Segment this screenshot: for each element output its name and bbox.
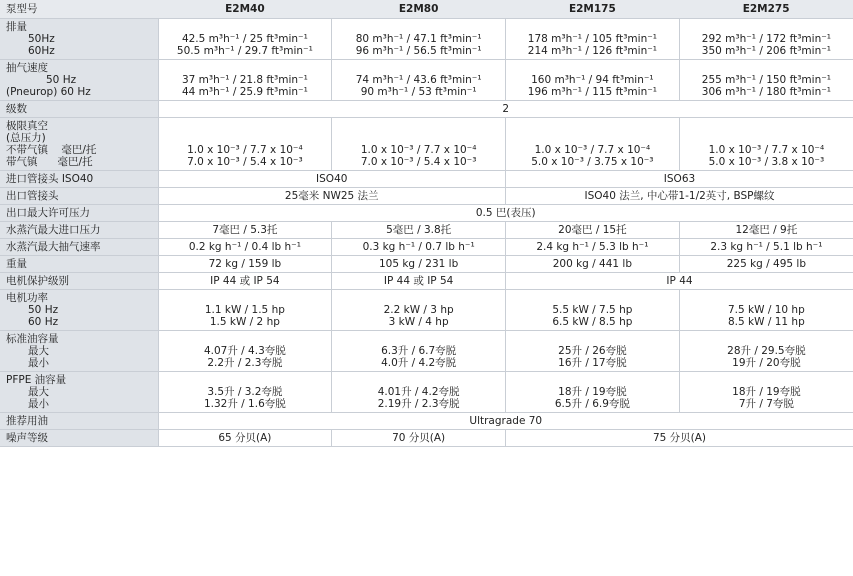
cell: ISO40 法兰, 中心带1-1/2英寸, BSP螺纹 <box>506 188 853 205</box>
value: 214 m³h⁻¹ / 126 ft³min⁻¹ <box>527 45 657 57</box>
sub-label: 不带气镇 毫巴/托 <box>6 144 97 156</box>
row-title: 抽气速度 <box>6 62 48 74</box>
value: 6.3升 / 6.7夸脱 <box>381 345 457 357</box>
model-e2m80: E2M80 <box>332 0 506 19</box>
row-label: 进口管接头 ISO40 <box>0 171 158 188</box>
value: 7.5 kW / 10 hp <box>728 304 805 316</box>
value: 18升 / 19夸脱 <box>558 386 627 398</box>
sub-label: 最大 <box>28 386 49 398</box>
stages-row <box>0 101 853 118</box>
value: 5.0 x 10⁻³ / 3.75 x 10⁻³ <box>531 156 654 168</box>
ultimate-vacuum-row <box>0 118 853 171</box>
cell: 2.3 kg h⁻¹ / 5.1 lb h⁻¹ <box>679 239 853 256</box>
cell <box>679 19 853 60</box>
cell: 72 kg / 159 lb <box>158 256 332 273</box>
value: 42.5 m³h⁻¹ / 25 ft³min⁻¹ <box>181 33 308 45</box>
cell <box>679 290 853 331</box>
row-title: PFPE 油容量 <box>6 374 67 386</box>
sub-label: 带气镇 毫巴/托 <box>6 156 93 168</box>
cell <box>506 19 680 60</box>
cell: 2 <box>158 101 853 118</box>
cell: 20毫巴 / 15托 <box>506 222 680 239</box>
row-title: 极限真空 <box>6 120 48 132</box>
value: 178 m³h⁻¹ / 105 ft³min⁻¹ <box>527 33 657 45</box>
row-title: 排量 <box>6 21 27 33</box>
value: 19升 / 20夸脱 <box>732 357 801 369</box>
cell: 5毫巴 / 3.8托 <box>332 222 506 239</box>
cell: ISO40 <box>158 171 506 188</box>
value: 1.0 x 10⁻³ / 7.7 x 10⁻⁴ <box>708 144 825 156</box>
cell: IP 44 或 IP 54 <box>332 273 506 290</box>
header-label: 泵型号 <box>0 0 158 19</box>
cell: 70 分贝(A) <box>332 430 506 447</box>
cell: 25毫米 NW25 法兰 <box>158 188 506 205</box>
row-label: 水蒸汽最大抽气速率 <box>0 239 158 256</box>
value: 4.0升 / 4.2夸脱 <box>381 357 457 369</box>
outlet-pressure-row <box>0 205 853 222</box>
row-title: (总压力) <box>6 132 46 144</box>
value: 90 m³h⁻¹ / 53 ft³min⁻¹ <box>360 86 477 98</box>
value: 4.01升 / 4.2夸脱 <box>377 386 460 398</box>
weight-row <box>0 256 853 273</box>
cell <box>332 19 506 60</box>
cell: 0.3 kg h⁻¹ / 0.7 lb h⁻¹ <box>332 239 506 256</box>
sub-label: 最大 <box>28 345 49 357</box>
cell <box>679 372 853 413</box>
cell <box>332 60 506 101</box>
cell: 0.5 巴(表压) <box>158 205 853 222</box>
cell <box>158 372 332 413</box>
cell: 75 分贝(A) <box>506 430 853 447</box>
cell: 65 分贝(A) <box>158 430 332 447</box>
value: 8.5 kW / 11 hp <box>728 316 805 328</box>
value: 80 m³h⁻¹ / 47.1 ft³min⁻¹ <box>355 33 482 45</box>
value: 7升 / 7夸脱 <box>738 398 794 410</box>
value: 2.2 kW / 3 hp <box>383 304 454 316</box>
row-label: 推荐用油 <box>0 413 158 430</box>
row-label <box>0 60 158 101</box>
cell: 105 kg / 231 lb <box>332 256 506 273</box>
value: 6.5升 / 6.9夸脱 <box>554 398 630 410</box>
row-title: 电机功率 <box>6 292 48 304</box>
model-e2m40: E2M40 <box>158 0 332 19</box>
motor-power-row <box>0 290 853 331</box>
displacement-row <box>0 19 853 60</box>
cell: 200 kg / 441 lb <box>506 256 680 273</box>
cell <box>332 372 506 413</box>
row-label <box>0 19 158 60</box>
cell <box>158 331 332 372</box>
row-label: 电机保护级别 <box>0 273 158 290</box>
value: 96 m³h⁻¹ / 56.5 ft³min⁻¹ <box>355 45 482 57</box>
water-vapour-inlet-row <box>0 222 853 239</box>
value: 7.0 x 10⁻³ / 5.4 x 10⁻³ <box>187 156 303 168</box>
sub-label: 最小 <box>28 357 49 369</box>
model-e2m275: E2M275 <box>679 0 853 19</box>
row-label: 噪声等级 <box>0 430 158 447</box>
value: 1.32升 / 1.6夸脱 <box>203 398 286 410</box>
cell: 12毫巴 / 9托 <box>679 222 853 239</box>
cell <box>506 118 680 171</box>
cell <box>158 290 332 331</box>
cell <box>158 118 332 171</box>
value: 37 m³h⁻¹ / 21.8 ft³min⁻¹ <box>181 74 308 86</box>
cell <box>679 118 853 171</box>
cell <box>506 60 680 101</box>
value: 255 m³h⁻¹ / 150 ft³min⁻¹ <box>701 74 831 86</box>
protection-row <box>0 273 853 290</box>
sub-label: 50 Hz <box>46 74 77 86</box>
value: 25升 / 26夸脱 <box>558 345 627 357</box>
cell <box>158 60 332 101</box>
row-label: 级数 <box>0 101 158 118</box>
value: 4.07升 / 4.3夸脱 <box>203 345 286 357</box>
row-title: 标准油容量 <box>6 333 59 345</box>
value: 2.19升 / 2.3夸脱 <box>377 398 460 410</box>
value: 1.0 x 10⁻³ / 7.7 x 10⁻⁴ <box>534 144 651 156</box>
cell: IP 44 <box>506 273 853 290</box>
cell <box>506 331 680 372</box>
pumping-speed-row <box>0 60 853 101</box>
cell: 2.4 kg h⁻¹ / 5.3 lb h⁻¹ <box>506 239 680 256</box>
row-label: 重量 <box>0 256 158 273</box>
value: 18升 / 19夸脱 <box>732 386 801 398</box>
value: 196 m³h⁻¹ / 115 ft³min⁻¹ <box>527 86 657 98</box>
cell <box>332 118 506 171</box>
value: 1.0 x 10⁻³ / 7.7 x 10⁻⁴ <box>187 144 303 156</box>
sub-label: 50Hz <box>28 33 55 45</box>
value: 1.1 kW / 1.5 hp <box>204 304 285 316</box>
row-label <box>0 372 158 413</box>
std-oil-row <box>0 331 853 372</box>
value: 3.5升 / 3.2夸脱 <box>207 386 283 398</box>
value: 44 m³h⁻¹ / 25.9 ft³min⁻¹ <box>181 86 308 98</box>
pfpe-oil-row <box>0 372 853 413</box>
value: 2.2升 / 2.3夸脱 <box>207 357 283 369</box>
row-label: 出口最大许可压力 <box>0 205 158 222</box>
cell <box>506 372 680 413</box>
value: 3 kW / 4 hp <box>388 316 449 328</box>
sub-label: (Pneurop) 60 Hz <box>6 86 91 98</box>
header-row <box>0 0 853 19</box>
inlet-row <box>0 171 853 188</box>
value: 1.0 x 10⁻³ / 7.7 x 10⁻⁴ <box>360 144 477 156</box>
cell <box>158 19 332 60</box>
outlet-row <box>0 188 853 205</box>
water-vapour-rate-row <box>0 239 853 256</box>
row-label <box>0 331 158 372</box>
value: 292 m³h⁻¹ / 172 ft³min⁻¹ <box>701 33 831 45</box>
value: 350 m³h⁻¹ / 206 ft³min⁻¹ <box>701 45 831 57</box>
value: 16升 / 17夸脱 <box>558 357 627 369</box>
oil-row <box>0 413 853 430</box>
cell: Ultragrade 70 <box>158 413 853 430</box>
value: 7.0 x 10⁻³ / 5.4 x 10⁻³ <box>360 156 477 168</box>
value: 5.5 kW / 7.5 hp <box>552 304 633 316</box>
row-label: 水蒸汽最大进口压力 <box>0 222 158 239</box>
cell <box>679 331 853 372</box>
cell <box>679 60 853 101</box>
row-label <box>0 290 158 331</box>
value: 1.5 kW / 2 hp <box>209 316 280 328</box>
value: 160 m³h⁻¹ / 94 ft³min⁻¹ <box>531 74 654 86</box>
cell: 225 kg / 495 lb <box>679 256 853 273</box>
cell <box>332 290 506 331</box>
value: 5.0 x 10⁻³ / 3.8 x 10⁻³ <box>708 156 825 168</box>
model-e2m175: E2M175 <box>506 0 680 19</box>
noise-row <box>0 430 853 447</box>
sub-label: 60 Hz <box>28 316 59 328</box>
cell: 0.2 kg h⁻¹ / 0.4 lb h⁻¹ <box>158 239 332 256</box>
cell: IP 44 或 IP 54 <box>158 273 332 290</box>
value: 28升 / 29.5夸脱 <box>727 345 806 357</box>
cell <box>332 331 506 372</box>
cell <box>506 290 680 331</box>
sub-label: 50 Hz <box>28 304 59 316</box>
row-label: 出口管接头 <box>0 188 158 205</box>
sub-label: 最小 <box>28 398 49 410</box>
value: 306 m³h⁻¹ / 180 ft³min⁻¹ <box>701 86 831 98</box>
value: 6.5 kW / 8.5 hp <box>552 316 633 328</box>
cell: ISO63 <box>506 171 853 188</box>
value: 50.5 m³h⁻¹ / 29.7 ft³min⁻¹ <box>176 45 313 57</box>
value: 74 m³h⁻¹ / 43.6 ft³min⁻¹ <box>355 74 482 86</box>
cell: 7毫巴 / 5.3托 <box>158 222 332 239</box>
row-label <box>0 118 158 171</box>
sub-label: 60Hz <box>28 45 55 57</box>
